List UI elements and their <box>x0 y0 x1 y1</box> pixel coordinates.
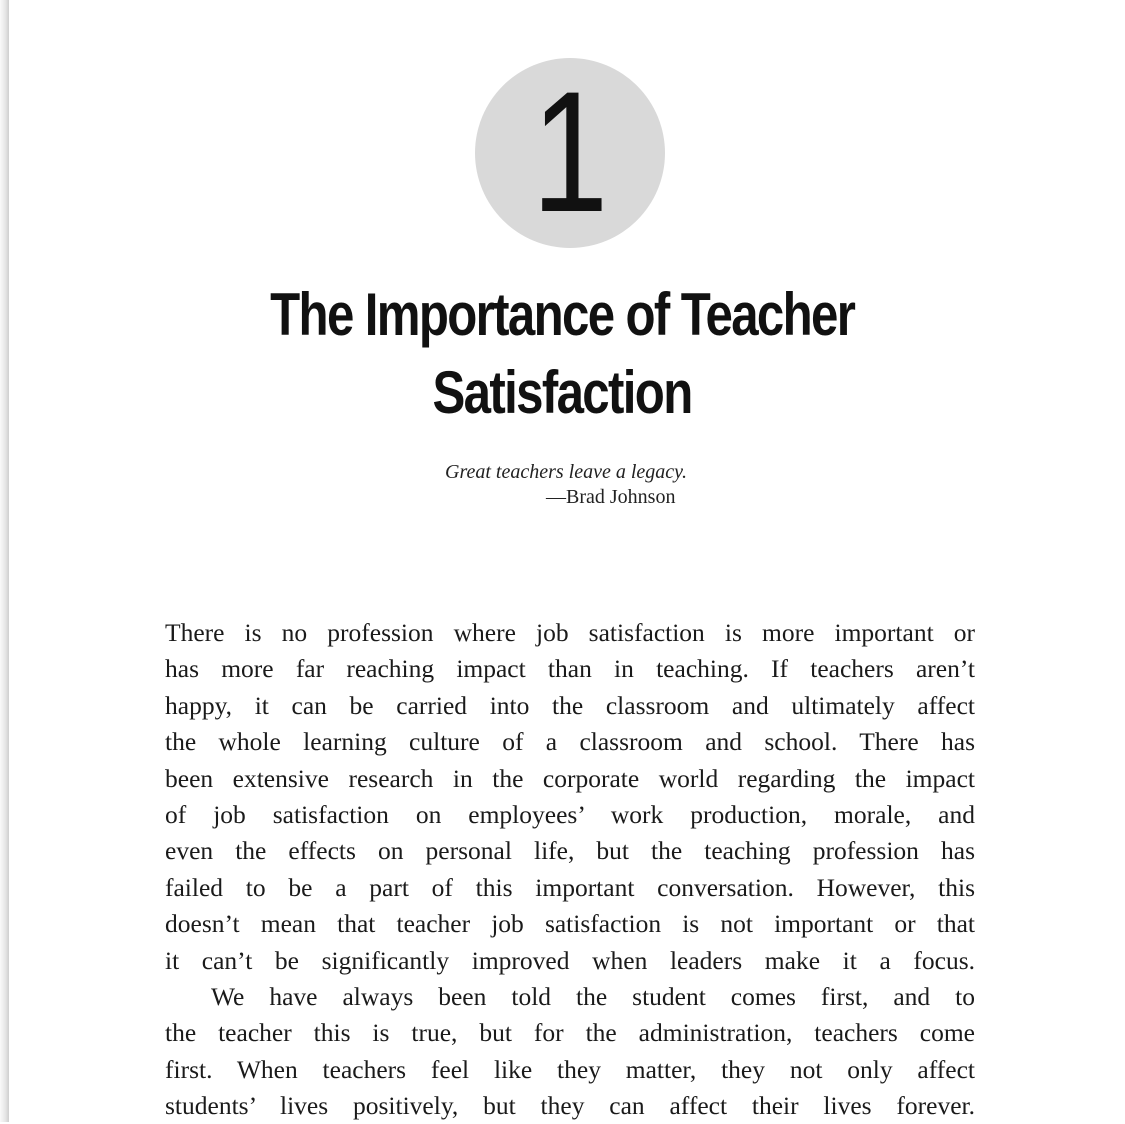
text-line: the whole learning culture of a classroom and school. There has <box>165 727 975 757</box>
body-text <box>165 615 975 1124</box>
text-line: first. When teachers feel like they matter, they not only affect <box>165 1054 975 1084</box>
epigraph-attribution: —Brad Johnson <box>546 486 676 508</box>
paragraph-2 <box>165 979 975 1124</box>
chapter-number: 1 <box>531 56 609 248</box>
text-line: it can’t be significantly improved when leaders make it a focus. <box>165 945 975 975</box>
text-line: been extensive research in the corporate world regarding the impact <box>165 763 975 793</box>
text-line: even the effects on personal life, but the teaching profession has <box>165 836 975 866</box>
text-line: happy, it can be carried into the classroom and ultimately affect <box>165 690 975 720</box>
page-edge-shadow <box>0 0 9 1122</box>
text-line: We have always been told the student comes first, and to <box>211 981 975 1011</box>
text-line: There is no profession where job satisfaction is more important or <box>165 618 975 647</box>
epigraph-quote: Great teachers leave a legacy. <box>445 461 687 483</box>
chapter-title-line-2: Satisfaction <box>432 359 693 426</box>
chapter-title-line-1: The Importance of Teacher <box>270 281 855 348</box>
text-line: students’ lives positively, but they can affect their lives forever. <box>165 1091 975 1121</box>
paragraph-1 <box>165 615 975 979</box>
text-line: has more far reaching impact than in teaching. If teachers aren’t <box>165 654 975 684</box>
text-line: failed to be a part of this important conversation. However, this <box>165 872 975 902</box>
text-line: of job satisfaction on employees’ work production, morale, and <box>165 799 975 829</box>
text-line: doesn’t mean that teacher job satisfaction is not important or that <box>165 909 975 939</box>
text-line: the teacher this is true, but for the administration, teachers come <box>165 1018 975 1048</box>
